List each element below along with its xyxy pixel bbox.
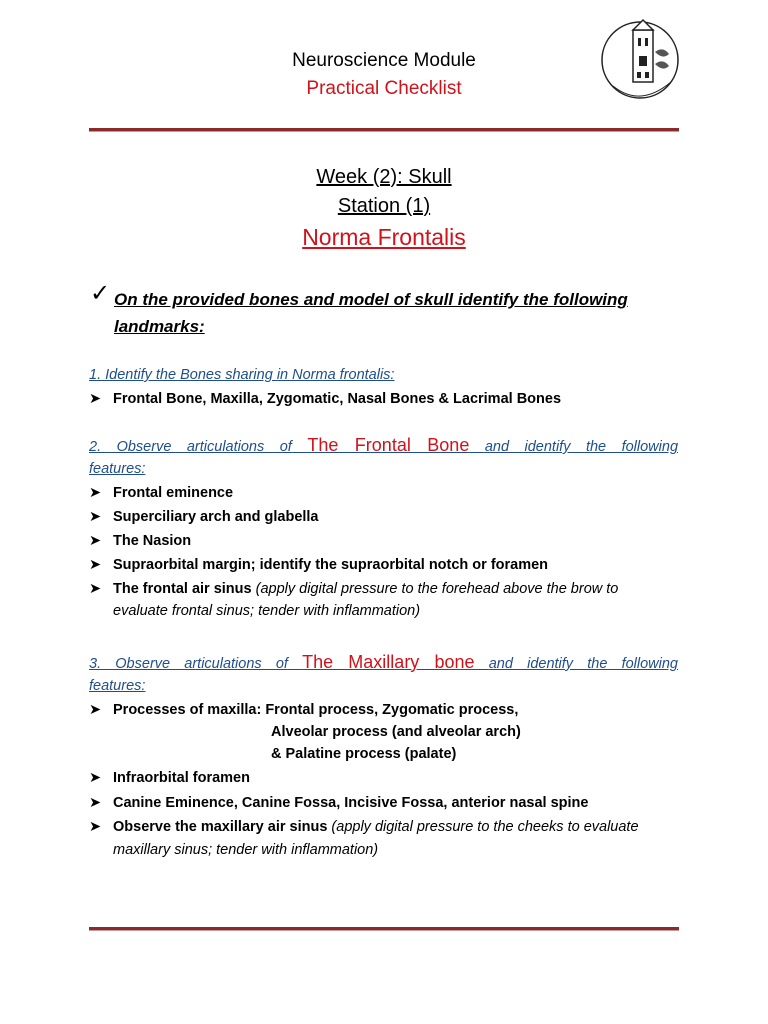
list-item: ➤ Frontal Bone, Maxilla, Zygomatic, Nasal Bones & Lacrimal Bones — [89, 388, 689, 410]
arrow-bullet-icon: ➤ — [89, 485, 102, 501]
section1-heading: 1. Identify the Bones sharing in Norma frontalis: — [89, 367, 395, 383]
arrow-bullet-icon: ➤ — [89, 557, 102, 573]
list-item: ➤ Processes of maxilla: Frontal process, Zygomatic process, — [89, 699, 689, 721]
list-item: ➤ Infraorbital foramen — [89, 767, 689, 789]
module-title: Neuroscience Module — [292, 50, 476, 71]
list-item-continuation: evaluate frontal sinus; tender with inflammation) — [113, 603, 421, 619]
list-item: ➤ Frontal eminence — [89, 482, 689, 504]
list-item-continuation: & Palatine process (palate) — [271, 746, 457, 762]
arrow-bullet-icon: ➤ — [89, 770, 102, 786]
instruction-text: On the provided bones and model of skull identify the following landmarks: — [114, 290, 628, 336]
arrow-bullet-icon: ➤ — [89, 795, 102, 811]
footer-divider — [89, 927, 679, 931]
list-item-continuation: maxillary sinus; tender with inflammation) — [113, 842, 379, 858]
arrow-bullet-icon: ➤ — [89, 581, 102, 597]
list-item: ➤ Superciliary arch and glabella — [89, 506, 689, 528]
list-item: ➤ Supraorbital margin; identify the supraorbital notch or foramen — [89, 554, 689, 576]
week-title: Week (2): Skull — [316, 166, 452, 188]
arrow-bullet-icon: ➤ — [89, 533, 102, 549]
university-logo — [597, 16, 679, 104]
arrow-bullet-icon: ➤ — [89, 702, 102, 718]
arrow-bullet-icon: ➤ — [89, 509, 102, 525]
section3-heading: 3. Observe articulations of The Maxillary bone and identify the following features: — [89, 652, 678, 694]
topic-title: Norma Frontalis — [302, 224, 466, 250]
arrow-bullet-icon: ➤ — [89, 391, 102, 407]
list-item: ➤ Observe the maxillary air sinus (apply digital pressure to the cheeks to evaluate — [89, 816, 689, 838]
arrow-bullet-icon: ➤ — [89, 819, 102, 835]
checklist-title: Practical Checklist — [306, 78, 462, 99]
list-item: ➤ Canine Eminence, Canine Fossa, Incisive Fossa, anterior nasal spine — [89, 792, 689, 814]
list-item: ➤ The frontal air sinus (apply digital pressure to the forehead above the brow to — [89, 578, 689, 600]
list-item: ➤ The Nasion — [89, 530, 689, 552]
checkmark-icon: ✓ — [90, 280, 111, 307]
section2-heading: 2. Observe articulations of The Frontal Bone and identify the following features: — [89, 435, 679, 477]
frontal-bone-highlight: The Frontal Bone — [307, 435, 470, 455]
header-divider — [89, 128, 679, 132]
maxillary-bone-highlight: The Maxillary bone — [302, 652, 475, 672]
station-title: Station (1) — [337, 195, 431, 217]
list-item-continuation: Alveolar process (and alveolar arch) — [271, 724, 521, 740]
